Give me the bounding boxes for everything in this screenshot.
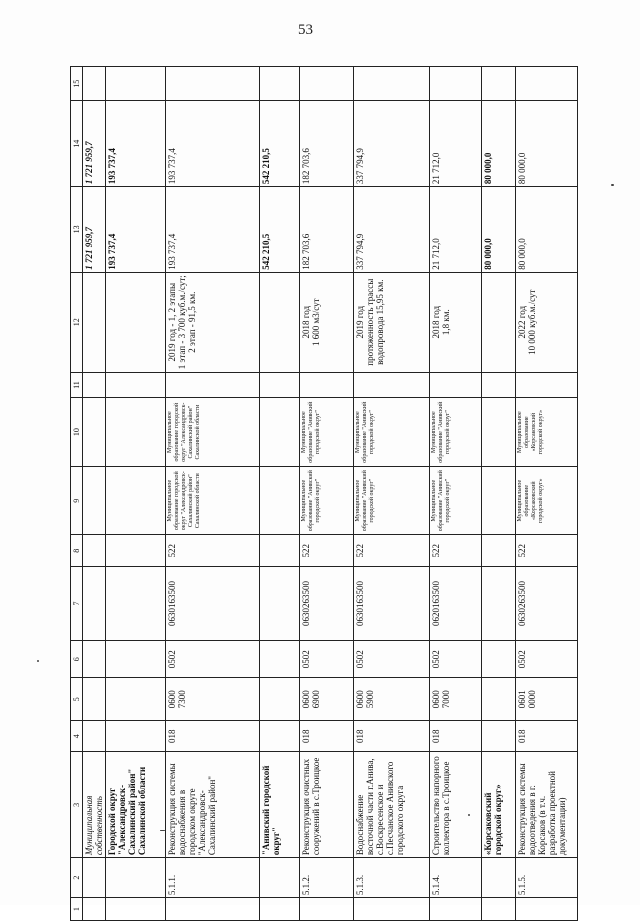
column-number: 6 (71, 641, 83, 678)
investment-table (70, 66, 578, 921)
table-cell-col-3: Муниципальная собственность (83, 752, 106, 858)
column-number: 2 (71, 858, 83, 898)
table-cell-col-13: 80 000,0 (516, 187, 578, 273)
table-cell-col-8: 522 (516, 535, 578, 566)
scan-mark (37, 660, 39, 662)
table-cell-col-6: 0502 (430, 641, 482, 678)
table-cell-col-5: 0600 6900 (300, 678, 354, 721)
column-number-row (71, 67, 83, 921)
table-cell-col-1 (106, 898, 166, 921)
column-number: 5 (71, 678, 83, 721)
table-cell-col-6: 0502 (516, 641, 578, 678)
table-cell-col-13: 21 712,0 (430, 187, 482, 273)
table-row (482, 67, 516, 921)
table-cell-col-2: 5.1.1. (166, 858, 260, 898)
table-cell-col-9 (482, 466, 516, 535)
table-cell-col-7: 0630263500 (516, 566, 578, 640)
column-number: 13 (71, 187, 83, 273)
table-cell-col-10 (83, 398, 106, 467)
table-cell-col-5: 0601 0000 (516, 678, 578, 721)
table-cell-col-10: Муниципальное образование "Анивский городской округ" (300, 398, 354, 467)
table-cell-col-3: "Анивский городской округ" (260, 752, 300, 858)
table-cell-col-3: Водоснабжение восточной части г.Анива, с.Воскресенское и с.Песчанское Анивского городского округа (354, 752, 430, 858)
table-cell-col-14: 21 712,0 (430, 101, 482, 187)
column-number: 8 (71, 535, 83, 566)
table-cell-col-12: 2019 год протяженность трассы водопровода 15,95 км. (354, 272, 430, 372)
table-cell-col-6 (83, 641, 106, 678)
table-cell-col-10 (482, 398, 516, 467)
table-cell-col-7: 0630263500 (300, 566, 354, 640)
table-cell-col-12 (482, 272, 516, 372)
table-cell-col-14: 337 794,9 (354, 101, 430, 187)
column-number: 3 (71, 752, 83, 858)
table-cell-col-3: Городской округ "Александровск-Сахалинский район" Сахалинской области (106, 752, 166, 858)
table-cell-col-7: 0630163500 (166, 566, 260, 640)
table-cell-col-5: 0600 7300 (166, 678, 260, 721)
table-cell-col-6: 0502 (354, 641, 430, 678)
table-cell-col-11 (260, 372, 300, 398)
table-cell-col-6: 0502 (300, 641, 354, 678)
table-cell-col-8 (106, 535, 166, 566)
table-cell-col-4 (482, 721, 516, 752)
table-cell-col-1 (354, 898, 430, 921)
table-cell-col-3: Реконструкция системы водоотведения в г. Корсаков (в т.ч. разработка проектной документации) (516, 752, 578, 858)
table-cell-col-10: Муниципальное образование городской округ "Александровск-Сахалинский район" Сахалинской области (166, 398, 260, 467)
table-cell-col-1 (300, 898, 354, 921)
table-cell-col-13: 1 721 959,7 (83, 187, 106, 273)
table-row (260, 67, 300, 921)
table-cell-col-10: Муниципальное образование «Корсаковский городской округ» (516, 398, 578, 467)
table-cell-col-9 (260, 466, 300, 535)
table-cell-col-15 (106, 67, 166, 101)
table-cell-col-7 (106, 566, 166, 640)
table-cell-col-9: Муниципальное образование городской округ "Александровск-Сахалинский район" Сахалинской области (166, 466, 260, 535)
table-cell-col-14: 80 000,0 (516, 101, 578, 187)
table-cell-col-1 (482, 898, 516, 921)
table-cell-col-12 (83, 272, 106, 372)
table-cell-col-12: 2019 год - 1, 2 этапы 1 этап - 3 700 куб.м./сут; 2 этап - 91,5 км. (166, 272, 260, 372)
scan-mark (611, 184, 614, 186)
table-cell-col-4: 018 (166, 721, 260, 752)
table-cell-col-15 (482, 67, 516, 101)
table-row (516, 67, 578, 921)
table-cell-col-10: Муниципальное образование "Анивский городской округ" (430, 398, 482, 467)
column-number: 15 (71, 67, 83, 101)
table-cell-col-11 (166, 372, 260, 398)
column-number: 14 (71, 101, 83, 187)
table-cell-col-1 (260, 898, 300, 921)
table-cell-col-13: 182 703,6 (300, 187, 354, 273)
table-cell-col-11 (300, 372, 354, 398)
table-body (71, 67, 578, 921)
table-cell-col-14: 1 721 959,7 (83, 101, 106, 187)
table-row (354, 67, 430, 921)
table-cell-col-11 (516, 372, 578, 398)
column-number: 9 (71, 466, 83, 535)
table-cell-col-4 (106, 721, 166, 752)
table-cell-col-10: Муниципальное образование "Анивский городской округ" (354, 398, 430, 467)
column-number: 7 (71, 566, 83, 640)
table-cell-col-5 (260, 678, 300, 721)
table-cell-col-9 (83, 466, 106, 535)
table-cell-col-2: 5.1.4. (430, 858, 482, 898)
table-cell-col-15 (300, 67, 354, 101)
budget-table-sheet (70, 66, 620, 921)
table-cell-col-9: Муниципальное образование "Анивский городской округ" (300, 466, 354, 535)
table-row (430, 67, 482, 921)
table-cell-col-7: 0630163500 (354, 566, 430, 640)
table-row (300, 67, 354, 921)
table-cell-col-8 (83, 535, 106, 566)
table-cell-col-8: 522 (166, 535, 260, 566)
table-cell-col-3: Реконструкция очистных сооружений в с.Троицкое (300, 752, 354, 858)
table-cell-col-12: 2018 год 1,8 км. (430, 272, 482, 372)
page-number: 53 (298, 22, 313, 38)
table-cell-col-11 (106, 372, 166, 398)
table-cell-col-5 (106, 678, 166, 721)
table-cell-col-15 (354, 67, 430, 101)
table-cell-col-11 (482, 372, 516, 398)
table-cell-col-11 (430, 372, 482, 398)
table-cell-col-2 (482, 858, 516, 898)
table-cell-col-12: 2018 год 1 600 м3/сут (300, 272, 354, 372)
table-cell-col-13: 80 000,0 (482, 187, 516, 273)
table-cell-col-6: 0502 (166, 641, 260, 678)
table-cell-col-11 (354, 372, 430, 398)
table-cell-col-2 (106, 858, 166, 898)
table-cell-col-2: 5.1.5. (516, 858, 578, 898)
table-cell-col-15 (516, 67, 578, 101)
table-cell-col-9 (106, 466, 166, 535)
table-cell-col-14: 193 737,4 (106, 101, 166, 187)
table-cell-col-12 (106, 272, 166, 372)
table-cell-col-3: Строительство напорного коллектора в с.Троицкое (430, 752, 482, 858)
table-cell-col-8: 522 (430, 535, 482, 566)
table-cell-col-7: 0620163500 (430, 566, 482, 640)
table-cell-col-5 (482, 678, 516, 721)
table-cell-col-2 (83, 858, 106, 898)
table-cell-col-13: 542 210,5 (260, 187, 300, 273)
table-cell-col-10 (106, 398, 166, 467)
table-cell-col-14: 80 000,0 (482, 101, 516, 187)
table-cell-col-9: Муниципальное образование "Анивский городской округ" (354, 466, 430, 535)
table-cell-col-2 (260, 858, 300, 898)
table-cell-col-5: 0600 5900 (354, 678, 430, 721)
table-cell-col-4 (260, 721, 300, 752)
table-cell-col-3: Реконструкция системы водоснабжения в городском округе "Александровск-Сахалинский район" (166, 752, 260, 858)
table-row (106, 67, 166, 921)
table-cell-col-8 (482, 535, 516, 566)
table-cell-col-9: Муниципальное образование «Корсаковский городской округ» (516, 466, 578, 535)
table-cell-col-8: 522 (300, 535, 354, 566)
table-cell-col-12: 2022 год 10 000 куб.м./сут (516, 272, 578, 372)
table-cell-col-15 (430, 67, 482, 101)
table-cell-col-5 (83, 678, 106, 721)
table-cell-col-3: «Корсаковский городской округ» (482, 752, 516, 858)
table-cell-col-4: 018 (354, 721, 430, 752)
table-cell-col-15 (166, 67, 260, 101)
table-cell-col-13: 337 794,9 (354, 187, 430, 273)
table-cell-col-7 (482, 566, 516, 640)
table-cell-col-8 (260, 535, 300, 566)
table-cell-col-14: 542 210,5 (260, 101, 300, 187)
table-cell-col-2: 5.1.3. (354, 858, 430, 898)
table-cell-col-15 (83, 67, 106, 101)
table-cell-col-1 (430, 898, 482, 921)
table-row (83, 67, 106, 921)
scan-mark (468, 814, 470, 816)
table-cell-col-15 (260, 67, 300, 101)
table-cell-col-13: 193 737,4 (166, 187, 260, 273)
column-number: 12 (71, 272, 83, 372)
table-cell-col-7 (83, 566, 106, 640)
table-cell-col-6 (106, 641, 166, 678)
table-cell-col-13: 193 737,4 (106, 187, 166, 273)
table-cell-col-4: 018 (300, 721, 354, 752)
table-cell-col-1 (166, 898, 260, 921)
table-cell-col-4: 018 (430, 721, 482, 752)
table-cell-col-4 (83, 721, 106, 752)
table-cell-col-1 (83, 898, 106, 921)
table-cell-col-10 (260, 398, 300, 467)
column-number: 4 (71, 721, 83, 752)
table-cell-col-1 (516, 898, 578, 921)
table-cell-col-12 (260, 272, 300, 372)
table-cell-col-2: 5.1.2. (300, 858, 354, 898)
table-cell-col-11 (83, 372, 106, 398)
table-cell-col-14: 182 703,6 (300, 101, 354, 187)
table-cell-col-6 (260, 641, 300, 678)
table-cell-col-5: 0600 7000 (430, 678, 482, 721)
scan-mark (160, 830, 165, 831)
table-row (166, 67, 260, 921)
column-number: 10 (71, 398, 83, 467)
table-cell-col-14: 193 737,4 (166, 101, 260, 187)
column-number: 11 (71, 372, 83, 398)
column-number: 1 (71, 898, 83, 921)
table-cell-col-7 (260, 566, 300, 640)
table-cell-col-9: Муниципальное образование "Анивский городской округ" (430, 466, 482, 535)
table-cell-col-4: 018 (516, 721, 578, 752)
table-cell-col-8: 522 (354, 535, 430, 566)
table-cell-col-6 (482, 641, 516, 678)
